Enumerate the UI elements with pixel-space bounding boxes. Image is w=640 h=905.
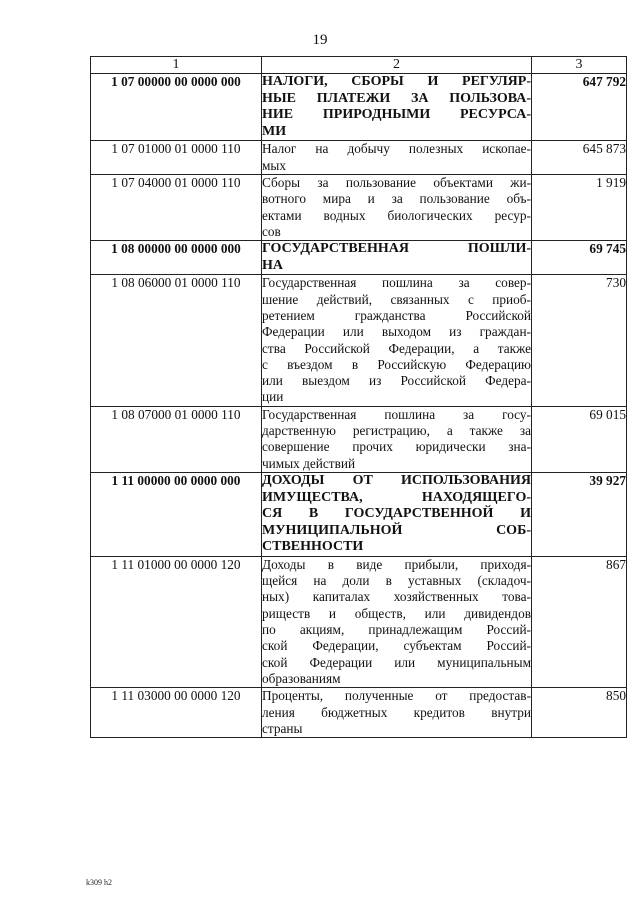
description-line: НАЛОГИ, СБОРЫ И РЕГУЛЯР- — [262, 74, 531, 89]
amount-value: 1 919 — [532, 174, 627, 240]
description-line: НЫЕ ПЛАТЕЖИ ЗА ПОЛЬЗОВА- — [262, 90, 531, 106]
description-line: или выездом из Российской Федера- — [262, 373, 531, 389]
budget-code: 1 11 01000 00 0000 120 — [91, 556, 262, 687]
revenue-description — [262, 74, 532, 141]
amount-value: 867 — [532, 556, 627, 687]
description-line: шение действий, связанных с приоб- — [262, 291, 531, 307]
budget-code: 1 08 00000 00 0000 000 — [91, 241, 262, 275]
footer-mark: k309 h2 — [86, 878, 112, 887]
revenue-description — [262, 556, 532, 687]
description-line: ства Российской Федерации, а также — [262, 340, 531, 356]
table-row — [91, 141, 627, 175]
description-line: мых — [262, 157, 286, 173]
budget-code: 1 07 04000 01 0000 110 — [91, 174, 262, 240]
description-line: ных) капиталах хозяйственных това- — [262, 589, 531, 605]
budget-code: 1 11 00000 00 0000 000 — [91, 472, 262, 556]
table-row — [91, 174, 627, 240]
description-line: образованиям — [262, 670, 341, 686]
description-line: Государственная пошлина за госу- — [262, 406, 531, 422]
table-row — [91, 556, 627, 687]
revenue-description — [262, 688, 532, 738]
amount-value: 730 — [532, 275, 627, 406]
table-row — [91, 472, 627, 556]
amount-value: 647 792 — [532, 74, 627, 141]
description-line: СЯ В ГОСУДАРСТВЕННОЙ И — [262, 506, 531, 522]
description-line: ДОХОДЫ ОТ ИСПОЛЬЗОВАНИЯ — [262, 472, 531, 488]
description-line: дарственную регистрацию, а также за — [262, 423, 531, 439]
description-line: вотного мира и за пользование объ- — [262, 191, 531, 207]
description-line: сов — [262, 223, 281, 239]
description-line: ретением гражданства Российской — [262, 307, 531, 323]
description-line: страны — [262, 720, 303, 736]
revenue-description — [262, 241, 532, 275]
table-row — [91, 406, 627, 472]
description-line: Налог на добычу полезных ископае- — [262, 141, 531, 157]
page-number: 19 — [312, 32, 328, 48]
column-header-description: 2 — [262, 57, 532, 74]
description-line: НА — [262, 257, 283, 273]
table-row — [91, 275, 627, 406]
revenue-description — [262, 275, 532, 406]
description-line: щейся на доли в уставных (складоч- — [262, 573, 531, 589]
budget-code: 1 07 00000 00 0000 000 — [91, 74, 262, 141]
budget-code: 1 08 07000 01 0000 110 — [91, 406, 262, 472]
description-line: МУНИЦИПАЛЬНОЙ СОБ- — [262, 522, 531, 538]
description-line: с въездом в Российскую Федерацию — [262, 356, 531, 372]
table-header-row — [91, 57, 627, 74]
description-line: ской Федерации, субъектам Россий- — [262, 638, 531, 654]
description-line: ления бюджетных кредитов внутри — [262, 704, 531, 720]
table-row — [91, 74, 627, 141]
description-line: Доходы в виде прибыли, приходя- — [262, 556, 531, 572]
budget-code: 1 07 01000 01 0000 110 — [91, 141, 262, 175]
column-header-amount: 3 — [532, 57, 627, 74]
table-row — [91, 241, 627, 275]
revenue-description — [262, 141, 532, 175]
amount-value: 645 873 — [532, 141, 627, 175]
description-line: ции — [262, 389, 284, 405]
description-line: ГОСУДАРСТВЕННАЯ ПОШЛИ- — [262, 241, 531, 257]
description-line: по акциям, принадлежащим Россий- — [262, 622, 531, 638]
description-line: ИМУЩЕСТВА, НАХОДЯЩЕГО- — [262, 489, 531, 505]
description-line: ектами водных биологических ресур- — [262, 207, 531, 223]
table-row — [91, 688, 627, 738]
budget-code: 1 08 06000 01 0000 110 — [91, 275, 262, 406]
revenue-description — [262, 174, 532, 240]
amount-value: 850 — [532, 688, 627, 738]
amount-value: 39 927 — [532, 472, 627, 556]
table-body — [91, 74, 627, 738]
description-line: СТВЕННОСТИ — [262, 539, 364, 555]
description-line: ской Федерации или муниципальным — [262, 654, 531, 670]
revenue-description — [262, 472, 532, 556]
description-line: МИ — [262, 123, 287, 139]
amount-value: 69 745 — [532, 241, 627, 275]
amount-value: 69 015 — [532, 406, 627, 472]
description-line: Государственная пошлина за совер- — [262, 275, 531, 291]
description-line: чимых действий — [262, 455, 356, 471]
description-line: совершение прочих юридически зна- — [262, 439, 531, 455]
description-line: НИЕ ПРИРОДНЫМИ РЕСУРСА- — [262, 107, 531, 123]
revenue-description — [262, 406, 532, 472]
column-header-code: 1 — [91, 57, 262, 74]
description-line: риществ и обществ, или дивидендов — [262, 605, 531, 621]
description-line: Федерации или выходом из граждан- — [262, 324, 531, 340]
revenue-table — [90, 56, 627, 738]
budget-code: 1 11 03000 00 0000 120 — [91, 688, 262, 738]
description-line: Проценты, полученные от предостав- — [262, 688, 531, 704]
description-line: Сборы за пользование объектами жи- — [262, 174, 531, 190]
